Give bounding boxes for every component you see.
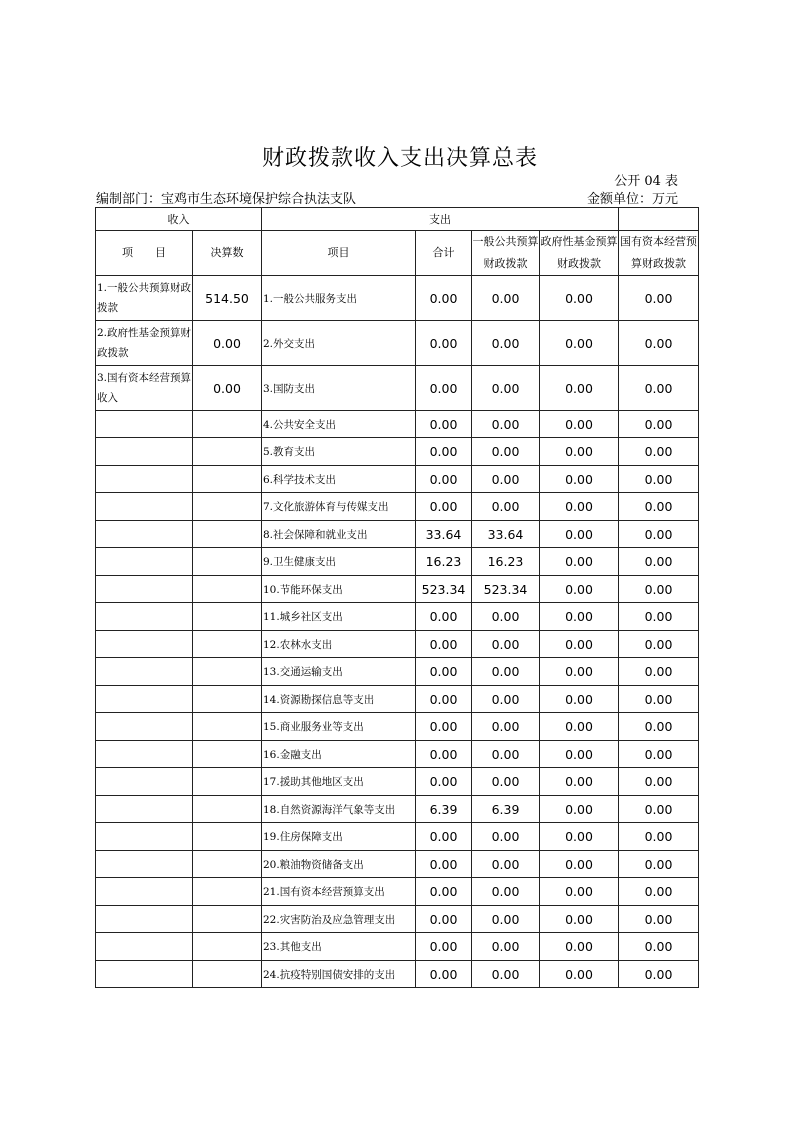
- income-header: 收入: [96, 208, 262, 231]
- expense-general-budget: 6.39: [472, 796, 540, 823]
- income-blank-amount: [193, 906, 262, 933]
- table-row: [96, 438, 699, 466]
- expense-total: 0.00: [416, 823, 472, 851]
- income-blank-cell: [96, 906, 193, 933]
- expense-general-budget: 0.00: [472, 823, 540, 851]
- income-item-header: 项 目: [96, 231, 193, 276]
- expense-state-capital: 0.00: [619, 933, 699, 961]
- expense-state-capital: 0.00: [619, 686, 699, 713]
- expense-gov-fund: 0.00: [540, 631, 619, 658]
- expense-total: 0.00: [416, 768, 472, 796]
- income-blank-amount: [193, 438, 262, 466]
- expense-state-capital: 0.00: [619, 961, 699, 988]
- amount-unit: 金额单位：万元: [586, 192, 678, 207]
- expense-total: 0.00: [416, 686, 472, 713]
- expense-item-label: 7.文化旅游体育与传媒支出: [262, 493, 416, 521]
- expense-general-budget: 0.00: [472, 741, 540, 768]
- table-row: [96, 521, 699, 548]
- expense-item-label: 6.科学技术支出: [262, 466, 416, 493]
- expense-state-capital: 0.00: [619, 796, 699, 823]
- income-blank-cell: [96, 548, 193, 576]
- income-blank-cell: [96, 438, 193, 466]
- expense-item-label: 11.城乡社区支出: [262, 603, 416, 631]
- income-blank-cell: [96, 631, 193, 658]
- expense-state-capital: 0.00: [619, 741, 699, 768]
- expense-gov-fund: 0.00: [540, 906, 619, 933]
- expense-total: 523.34: [416, 576, 472, 603]
- expense-gov-fund: 0.00: [540, 548, 619, 576]
- expense-item-label: 12.农林水支出: [262, 631, 416, 658]
- expense-general-budget: 16.23: [472, 548, 540, 576]
- income-blank-cell: [96, 603, 193, 631]
- expense-general-budget: 33.64: [472, 521, 540, 548]
- table-row: [96, 713, 699, 741]
- expense-item-label: 17.援助其他地区支出: [262, 768, 416, 796]
- page-title: 财政拨款收入支出决算总表: [261, 146, 538, 171]
- expense-general-budget: 0.00: [472, 768, 540, 796]
- income-blank-amount: [193, 521, 262, 548]
- expense-item-label: 24.抗疫特别国债安排的支出: [262, 961, 416, 988]
- income-blank-cell: [96, 851, 193, 878]
- income-blank-amount: [193, 603, 262, 631]
- expense-gov-fund: 0.00: [540, 768, 619, 796]
- expense-general-budget: 0.00: [472, 366, 540, 411]
- form-number: 公开 04 表: [614, 174, 678, 189]
- expense-general-budget: 0.00: [472, 933, 540, 961]
- income-blank-amount: [193, 466, 262, 493]
- state-capital-header: 国有资本经营预算财政拨款: [619, 231, 699, 276]
- expense-item-label: 13.交通运输支出: [262, 658, 416, 686]
- expense-total: 0.00: [416, 366, 472, 411]
- expense-general-budget: 0.00: [472, 851, 540, 878]
- income-blank-amount: [193, 686, 262, 713]
- expense-item-label: 14.资源勘探信息等支出: [262, 686, 416, 713]
- income-blank-amount: [193, 411, 262, 438]
- table-row: [96, 823, 699, 851]
- table-row: [96, 366, 699, 411]
- expense-state-capital: 0.00: [619, 321, 699, 366]
- expense-gov-fund: 0.00: [540, 686, 619, 713]
- expense-total: 0.00: [416, 321, 472, 366]
- table-row: [96, 796, 699, 823]
- expense-general-budget: 0.00: [472, 438, 540, 466]
- income-blank-amount: [193, 631, 262, 658]
- expense-total: 0.00: [416, 851, 472, 878]
- expense-gov-fund: 0.00: [540, 713, 619, 741]
- expense-general-budget: 0.00: [472, 321, 540, 366]
- income-blank-amount: [193, 823, 262, 851]
- table-row: [96, 631, 699, 658]
- expense-state-capital: 0.00: [619, 878, 699, 906]
- income-blank-cell: [96, 741, 193, 768]
- income-blank-cell: [96, 466, 193, 493]
- expense-general-budget: 0.00: [472, 603, 540, 631]
- expense-state-capital: 0.00: [619, 713, 699, 741]
- expense-total: 0.00: [416, 713, 472, 741]
- income-blank-amount: [193, 658, 262, 686]
- expense-gov-fund: 0.00: [540, 466, 619, 493]
- income-blank-cell: [96, 411, 193, 438]
- expense-state-capital: 0.00: [619, 906, 699, 933]
- expense-gov-fund: 0.00: [540, 493, 619, 521]
- expense-state-capital: 0.00: [619, 851, 699, 878]
- table-row: [96, 961, 699, 988]
- expense-total: 0.00: [416, 741, 472, 768]
- expense-item-label: 2.外交支出: [262, 321, 416, 366]
- expense-total: 0.00: [416, 466, 472, 493]
- table-row: [96, 686, 699, 713]
- expense-gov-fund: 0.00: [540, 851, 619, 878]
- general-budget-header: 一般公共预算财政拨款: [472, 231, 540, 276]
- expense-item-label: 9.卫生健康支出: [262, 548, 416, 576]
- expense-general-budget: 0.00: [472, 276, 540, 321]
- expense-item-label: 23.其他支出: [262, 933, 416, 961]
- table-row: [96, 741, 699, 768]
- expense-state-capital: 0.00: [619, 521, 699, 548]
- income-blank-cell: [96, 961, 193, 988]
- expense-item-label: 5.教育支出: [262, 438, 416, 466]
- expense-general-budget: 0.00: [472, 466, 540, 493]
- income-blank-cell: [96, 576, 193, 603]
- expense-state-capital: 0.00: [619, 411, 699, 438]
- header-blank-cell: [619, 208, 699, 231]
- budget-summary-table: [95, 207, 699, 988]
- expense-gov-fund: 0.00: [540, 658, 619, 686]
- header-row-1: [96, 208, 699, 231]
- income-blank-amount: [193, 493, 262, 521]
- header-row-2: [96, 231, 699, 276]
- expense-general-budget: 0.00: [472, 493, 540, 521]
- expense-gov-fund: 0.00: [540, 366, 619, 411]
- expense-gov-fund: 0.00: [540, 521, 619, 548]
- income-blank-amount: [193, 741, 262, 768]
- expense-total: 0.00: [416, 276, 472, 321]
- income-amount: 514.50: [193, 276, 262, 321]
- expense-state-capital: 0.00: [619, 366, 699, 411]
- expense-general-budget: 0.00: [472, 878, 540, 906]
- preparing-department: 编制部门：宝鸡市生态环境保护综合执法支队: [96, 192, 357, 207]
- income-blank-amount: [193, 933, 262, 961]
- table-row: [96, 768, 699, 796]
- expense-item-label: 21.国有资本经营预算支出: [262, 878, 416, 906]
- expense-state-capital: 0.00: [619, 658, 699, 686]
- table-row: [96, 878, 699, 906]
- income-blank-amount: [193, 548, 262, 576]
- income-blank-amount: [193, 961, 262, 988]
- income-item-label: 3.国有资本经营预算收入: [96, 366, 193, 411]
- income-blank-amount: [193, 851, 262, 878]
- table-row: [96, 276, 699, 321]
- expense-total: 0.00: [416, 961, 472, 988]
- income-item-label: 1.一般公共预算财政拨款: [96, 276, 193, 321]
- expense-item-label: 4.公共安全支出: [262, 411, 416, 438]
- income-blank-cell: [96, 493, 193, 521]
- table-row: [96, 658, 699, 686]
- income-blank-amount: [193, 768, 262, 796]
- table-row: [96, 603, 699, 631]
- table-row: [96, 548, 699, 576]
- table-row: [96, 493, 699, 521]
- income-blank-cell: [96, 686, 193, 713]
- table-row: [96, 851, 699, 878]
- expense-total: 0.00: [416, 878, 472, 906]
- income-blank-cell: [96, 823, 193, 851]
- table-row: [96, 321, 699, 366]
- income-blank-cell: [96, 713, 193, 741]
- income-blank-cell: [96, 658, 193, 686]
- expense-gov-fund: 0.00: [540, 961, 619, 988]
- income-blank-cell: [96, 768, 193, 796]
- expense-state-capital: 0.00: [619, 576, 699, 603]
- expense-gov-fund: 0.00: [540, 796, 619, 823]
- expense-gov-fund: 0.00: [540, 741, 619, 768]
- expense-state-capital: 0.00: [619, 768, 699, 796]
- expense-item-header: 项目: [262, 231, 416, 276]
- expense-gov-fund: 0.00: [540, 411, 619, 438]
- expense-general-budget: 0.00: [472, 906, 540, 933]
- expense-gov-fund: 0.00: [540, 321, 619, 366]
- expense-state-capital: 0.00: [619, 276, 699, 321]
- expense-gov-fund: 0.00: [540, 438, 619, 466]
- expense-gov-fund: 0.00: [540, 878, 619, 906]
- table-row: [96, 933, 699, 961]
- income-blank-cell: [96, 933, 193, 961]
- expense-general-budget: 0.00: [472, 686, 540, 713]
- table-row: [96, 466, 699, 493]
- income-blank-cell: [96, 521, 193, 548]
- expense-gov-fund: 0.00: [540, 603, 619, 631]
- gov-fund-header: 政府性基金预算财政拨款: [540, 231, 619, 276]
- expense-total: 0.00: [416, 603, 472, 631]
- total-header: 合计: [416, 231, 472, 276]
- expense-state-capital: 0.00: [619, 466, 699, 493]
- expense-general-budget: 0.00: [472, 411, 540, 438]
- expense-total: 6.39: [416, 796, 472, 823]
- expense-total: 33.64: [416, 521, 472, 548]
- expense-item-label: 8.社会保障和就业支出: [262, 521, 416, 548]
- expense-state-capital: 0.00: [619, 603, 699, 631]
- expense-item-label: 3.国防支出: [262, 366, 416, 411]
- table-row: [96, 411, 699, 438]
- expense-general-budget: 0.00: [472, 658, 540, 686]
- expense-state-capital: 0.00: [619, 631, 699, 658]
- expense-general-budget: 0.00: [472, 961, 540, 988]
- table-row: [96, 906, 699, 933]
- expense-total: 0.00: [416, 438, 472, 466]
- income-item-label: 2.政府性基金预算财政拨款: [96, 321, 193, 366]
- income-amount: 0.00: [193, 366, 262, 411]
- expense-total: 0.00: [416, 906, 472, 933]
- expense-general-budget: 523.34: [472, 576, 540, 603]
- table-row: [96, 576, 699, 603]
- expense-total: 16.23: [416, 548, 472, 576]
- income-blank-cell: [96, 796, 193, 823]
- expense-gov-fund: 0.00: [540, 823, 619, 851]
- expense-total: 0.00: [416, 933, 472, 961]
- expense-state-capital: 0.00: [619, 823, 699, 851]
- expense-item-label: 15.商业服务业等支出: [262, 713, 416, 741]
- income-blank-amount: [193, 878, 262, 906]
- expense-total: 0.00: [416, 631, 472, 658]
- expense-state-capital: 0.00: [619, 493, 699, 521]
- expense-gov-fund: 0.00: [540, 576, 619, 603]
- expense-gov-fund: 0.00: [540, 933, 619, 961]
- expense-general-budget: 0.00: [472, 713, 540, 741]
- expense-total: 0.00: [416, 411, 472, 438]
- income-blank-amount: [193, 713, 262, 741]
- expense-general-budget: 0.00: [472, 631, 540, 658]
- expense-item-label: 16.金融支出: [262, 741, 416, 768]
- income-blank-amount: [193, 576, 262, 603]
- expense-item-label: 20.粮油物资储备支出: [262, 851, 416, 878]
- expense-item-label: 1.一般公共服务支出: [262, 276, 416, 321]
- expense-gov-fund: 0.00: [540, 276, 619, 321]
- income-blank-cell: [96, 878, 193, 906]
- expense-item-label: 22.灾害防治及应急管理支出: [262, 906, 416, 933]
- expense-total: 0.00: [416, 658, 472, 686]
- expense-state-capital: 0.00: [619, 548, 699, 576]
- expense-header: 支出: [262, 208, 619, 231]
- final-amount-header: 决算数: [193, 231, 262, 276]
- income-blank-amount: [193, 796, 262, 823]
- expense-state-capital: 0.00: [619, 438, 699, 466]
- income-amount: 0.00: [193, 321, 262, 366]
- expense-item-label: 18.自然资源海洋气象等支出: [262, 796, 416, 823]
- expense-item-label: 10.节能环保支出: [262, 576, 416, 603]
- expense-item-label: 19.住房保障支出: [262, 823, 416, 851]
- expense-total: 0.00: [416, 493, 472, 521]
